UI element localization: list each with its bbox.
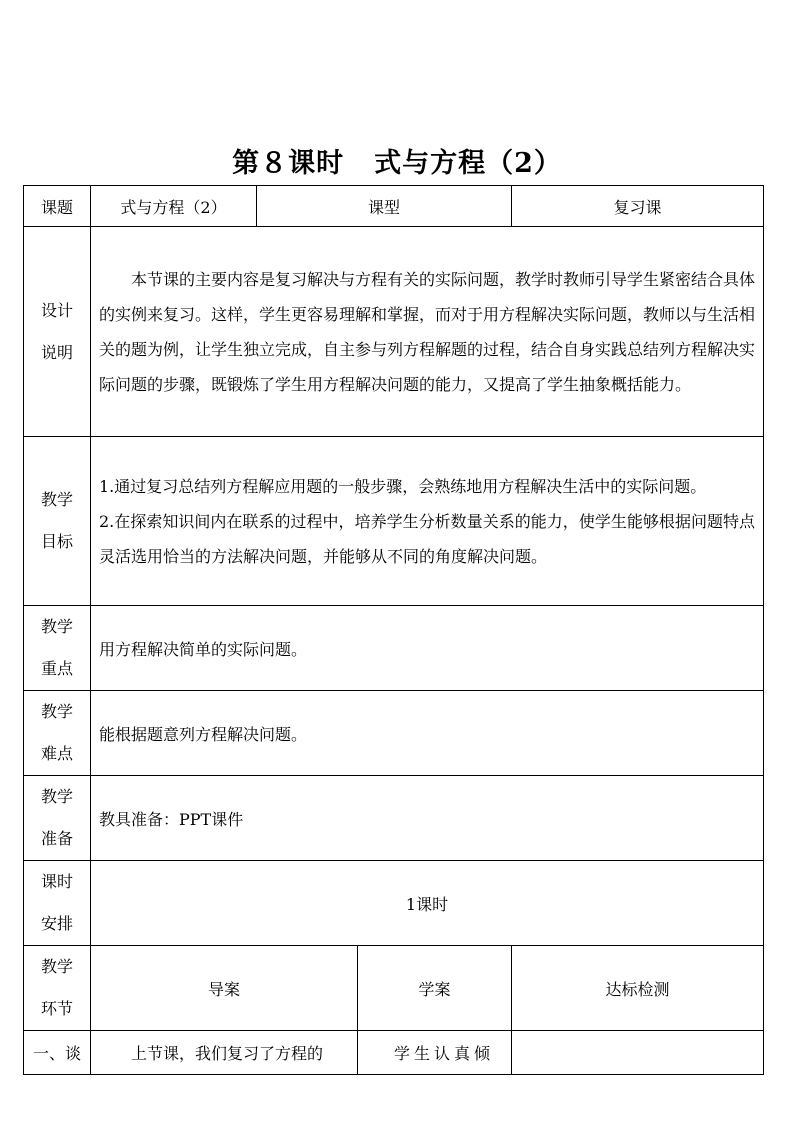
key-label-2: 重点 — [40, 659, 73, 678]
difficulty-label — [24, 691, 91, 776]
prep-label — [24, 776, 91, 861]
time-label-2: 安排 — [40, 914, 73, 933]
process-label-2: 环节 — [40, 999, 73, 1018]
design-label-2: 说明 — [40, 342, 73, 362]
first-step-check — [512, 1031, 764, 1075]
topic-value: 式与方程（2） — [91, 186, 257, 227]
row-topic — [24, 186, 764, 227]
lesson-type-label: 课型 — [257, 186, 512, 227]
prep-label-1: 教学 — [40, 787, 73, 806]
lesson-plan-table — [23, 185, 764, 1075]
process-label-1: 教学 — [40, 957, 73, 976]
row-difficulty — [24, 691, 764, 776]
prep-text: 教具准备：PPT课件 — [91, 776, 764, 861]
time-text: 1课时 — [91, 861, 764, 946]
goals-label — [24, 437, 91, 606]
guide-header: 导案 — [91, 946, 358, 1031]
row-preparation — [24, 776, 764, 861]
difficulty-text: 能根据题意列方程解决问题。 — [91, 691, 764, 776]
process-label — [24, 946, 91, 1031]
prep-label-2: 准备 — [40, 829, 73, 848]
first-step-label: 一、谈 — [24, 1031, 91, 1075]
goal-1: 1.通过复习总结列方程解应用题的一般步骤，会熟练地用方程解决生活中的实际问题。 — [99, 476, 707, 496]
study-header: 学案 — [358, 946, 512, 1031]
lesson-type-value: 复习课 — [512, 186, 764, 227]
key-label — [24, 606, 91, 691]
row-key-point — [24, 606, 764, 691]
key-label-1: 教学 — [40, 617, 73, 636]
row-goals — [24, 437, 764, 606]
design-text: 本节课的主要内容是复习解决与方程有关的实际问题，教学时教师引导学生紧密结合具体的实例来复习。这样，学生更容易理解和掌握，而对于用方程解决实际问题，教师以与生活相关的题为例，让学生独立完成，自主参与列方程解题的过程，结合自身实践总结列方程解决实际问题的步骤，既锻炼了学生用方程解决问题的能力，又提高了学生抽象概括能力。 — [91, 227, 764, 437]
check-header: 达标检测 — [512, 946, 764, 1031]
goals-label-1: 教学 — [40, 490, 73, 509]
time-label — [24, 861, 91, 946]
design-label-1: 设计 — [40, 300, 73, 320]
lesson-topic: 式与方程（2） — [374, 148, 562, 179]
lesson-number: 第８课时 — [232, 148, 345, 179]
difficulty-label-2: 难点 — [40, 744, 73, 763]
row-process — [24, 946, 764, 1031]
row-time — [24, 861, 764, 946]
design-label — [24, 227, 91, 437]
first-step-study: 学生认真倾 — [358, 1031, 512, 1075]
row-design — [24, 227, 764, 437]
difficulty-label-1: 教学 — [40, 702, 73, 721]
page-title — [0, 146, 794, 182]
goals-label-2: 目标 — [40, 532, 73, 551]
topic-label: 课题 — [24, 186, 91, 227]
row-first-step — [24, 1031, 764, 1075]
goals-text — [91, 437, 764, 606]
time-label-1: 课时 — [40, 872, 73, 891]
first-step-guide: 上节课，我们复习了方程的 — [91, 1031, 358, 1075]
goal-2: 2.在探索知识间内在联系的过程中，培养学生分析数量关系的能力，使学生能够根据问题特点灵活选用恰当的方法解决问题，并能够从不同的角度解决问题。 — [99, 511, 756, 566]
key-text: 用方程解决简单的实际问题。 — [91, 606, 764, 691]
